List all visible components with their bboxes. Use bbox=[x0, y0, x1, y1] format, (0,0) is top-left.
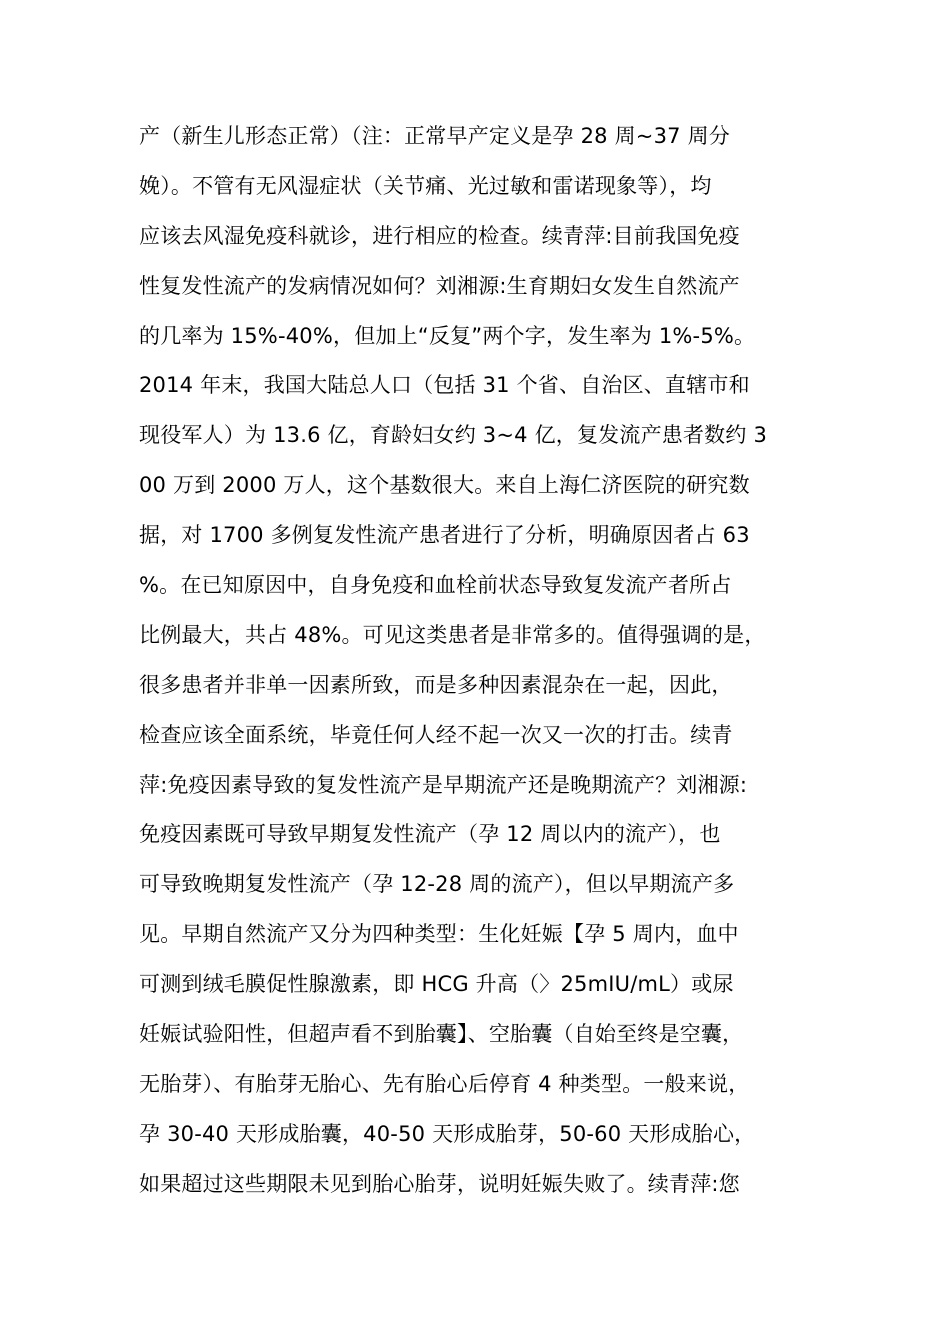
body-text bbox=[139, 116, 829, 1214]
text-line: 性复发性流产的发病情况如何？刘湘源:生育期妇女发生自然流产 bbox=[139, 273, 740, 298]
text-line: 检查应该全面系统，毕竟任何人经不起一次又一次的打击。续青 bbox=[139, 722, 733, 747]
text-line: 00 万到 2000 万人，这个基数很大。来自上海仁济医院的研究数 bbox=[139, 473, 750, 498]
text-line: 可测到绒毛膜促性腺激素，即 HCG 升高（〉25mIU/mL）或尿 bbox=[139, 972, 734, 997]
text-line: 的几率为 15%-40%，但加上“反复”两个字，发生率为 1%-5%。 bbox=[139, 323, 756, 348]
text-line: 应该去风湿免疫科就诊，进行相应的检查。续青萍:目前我国免疫 bbox=[139, 223, 740, 248]
text-line: 现役军人）为 13.6 亿，育龄妇女约 3~4 亿，复发流产患者数约 3 bbox=[139, 423, 768, 448]
text-line: 孕 30-40 天形成胎囊，40-50 天形成胎芽，50-60 天形成胎心， bbox=[139, 1121, 756, 1146]
text-line: %。在已知原因中，自身免疫和血栓前状态导致复发流产者所占 bbox=[139, 573, 732, 598]
text-line: 比例最大，共占 48%。可见这类患者是非常多的。值得强调的是， bbox=[139, 622, 766, 647]
text-line: 免疫因素既可导致早期复发性流产（孕 12 周以内的流产），也 bbox=[139, 822, 721, 847]
text-line: 据，对 1700 多例复发性流产患者进行了分析，明确原因者占 63 bbox=[139, 523, 750, 548]
text-line: 产（新生儿形态正常）（注：正常早产定义是孕 28 周~37 周分 bbox=[139, 124, 730, 148]
text-line: 很多患者并非单一因素所致，而是多种因素混杂在一起，因此， bbox=[139, 672, 733, 697]
text-line: 见。早期自然流产又分为四种类型：生化妊娠【孕 5 周内，血中 bbox=[139, 922, 739, 947]
text-line: 妊娠试验阳性，但超声看不到胎囊】、空胎囊（自始至终是空囊， bbox=[139, 1022, 744, 1047]
text-line: 2014 年末，我国大陆总人口（包括 31 个省、自治区、直辖市和 bbox=[139, 373, 750, 398]
text-line: 可导致晚期复发性流产（孕 12-28 周的流产），但以早期流产多 bbox=[139, 872, 735, 897]
text-line: 娩）。不管有无风湿症状（关节痛、光过敏和雷诺现象等），均 bbox=[139, 173, 712, 198]
text-line: 萍:免疫因素导致的复发性流产是早期流产还是晚期流产？刘湘源: bbox=[139, 772, 748, 797]
text-line: 无胎芽）、有胎芽无胎心、先有胎心后停育 4 种类型。一般来说， bbox=[139, 1071, 750, 1096]
text-line: 如果超过这些期限未见到胎心胎芽，说明妊娠失败了。续青萍:您 bbox=[139, 1171, 740, 1196]
